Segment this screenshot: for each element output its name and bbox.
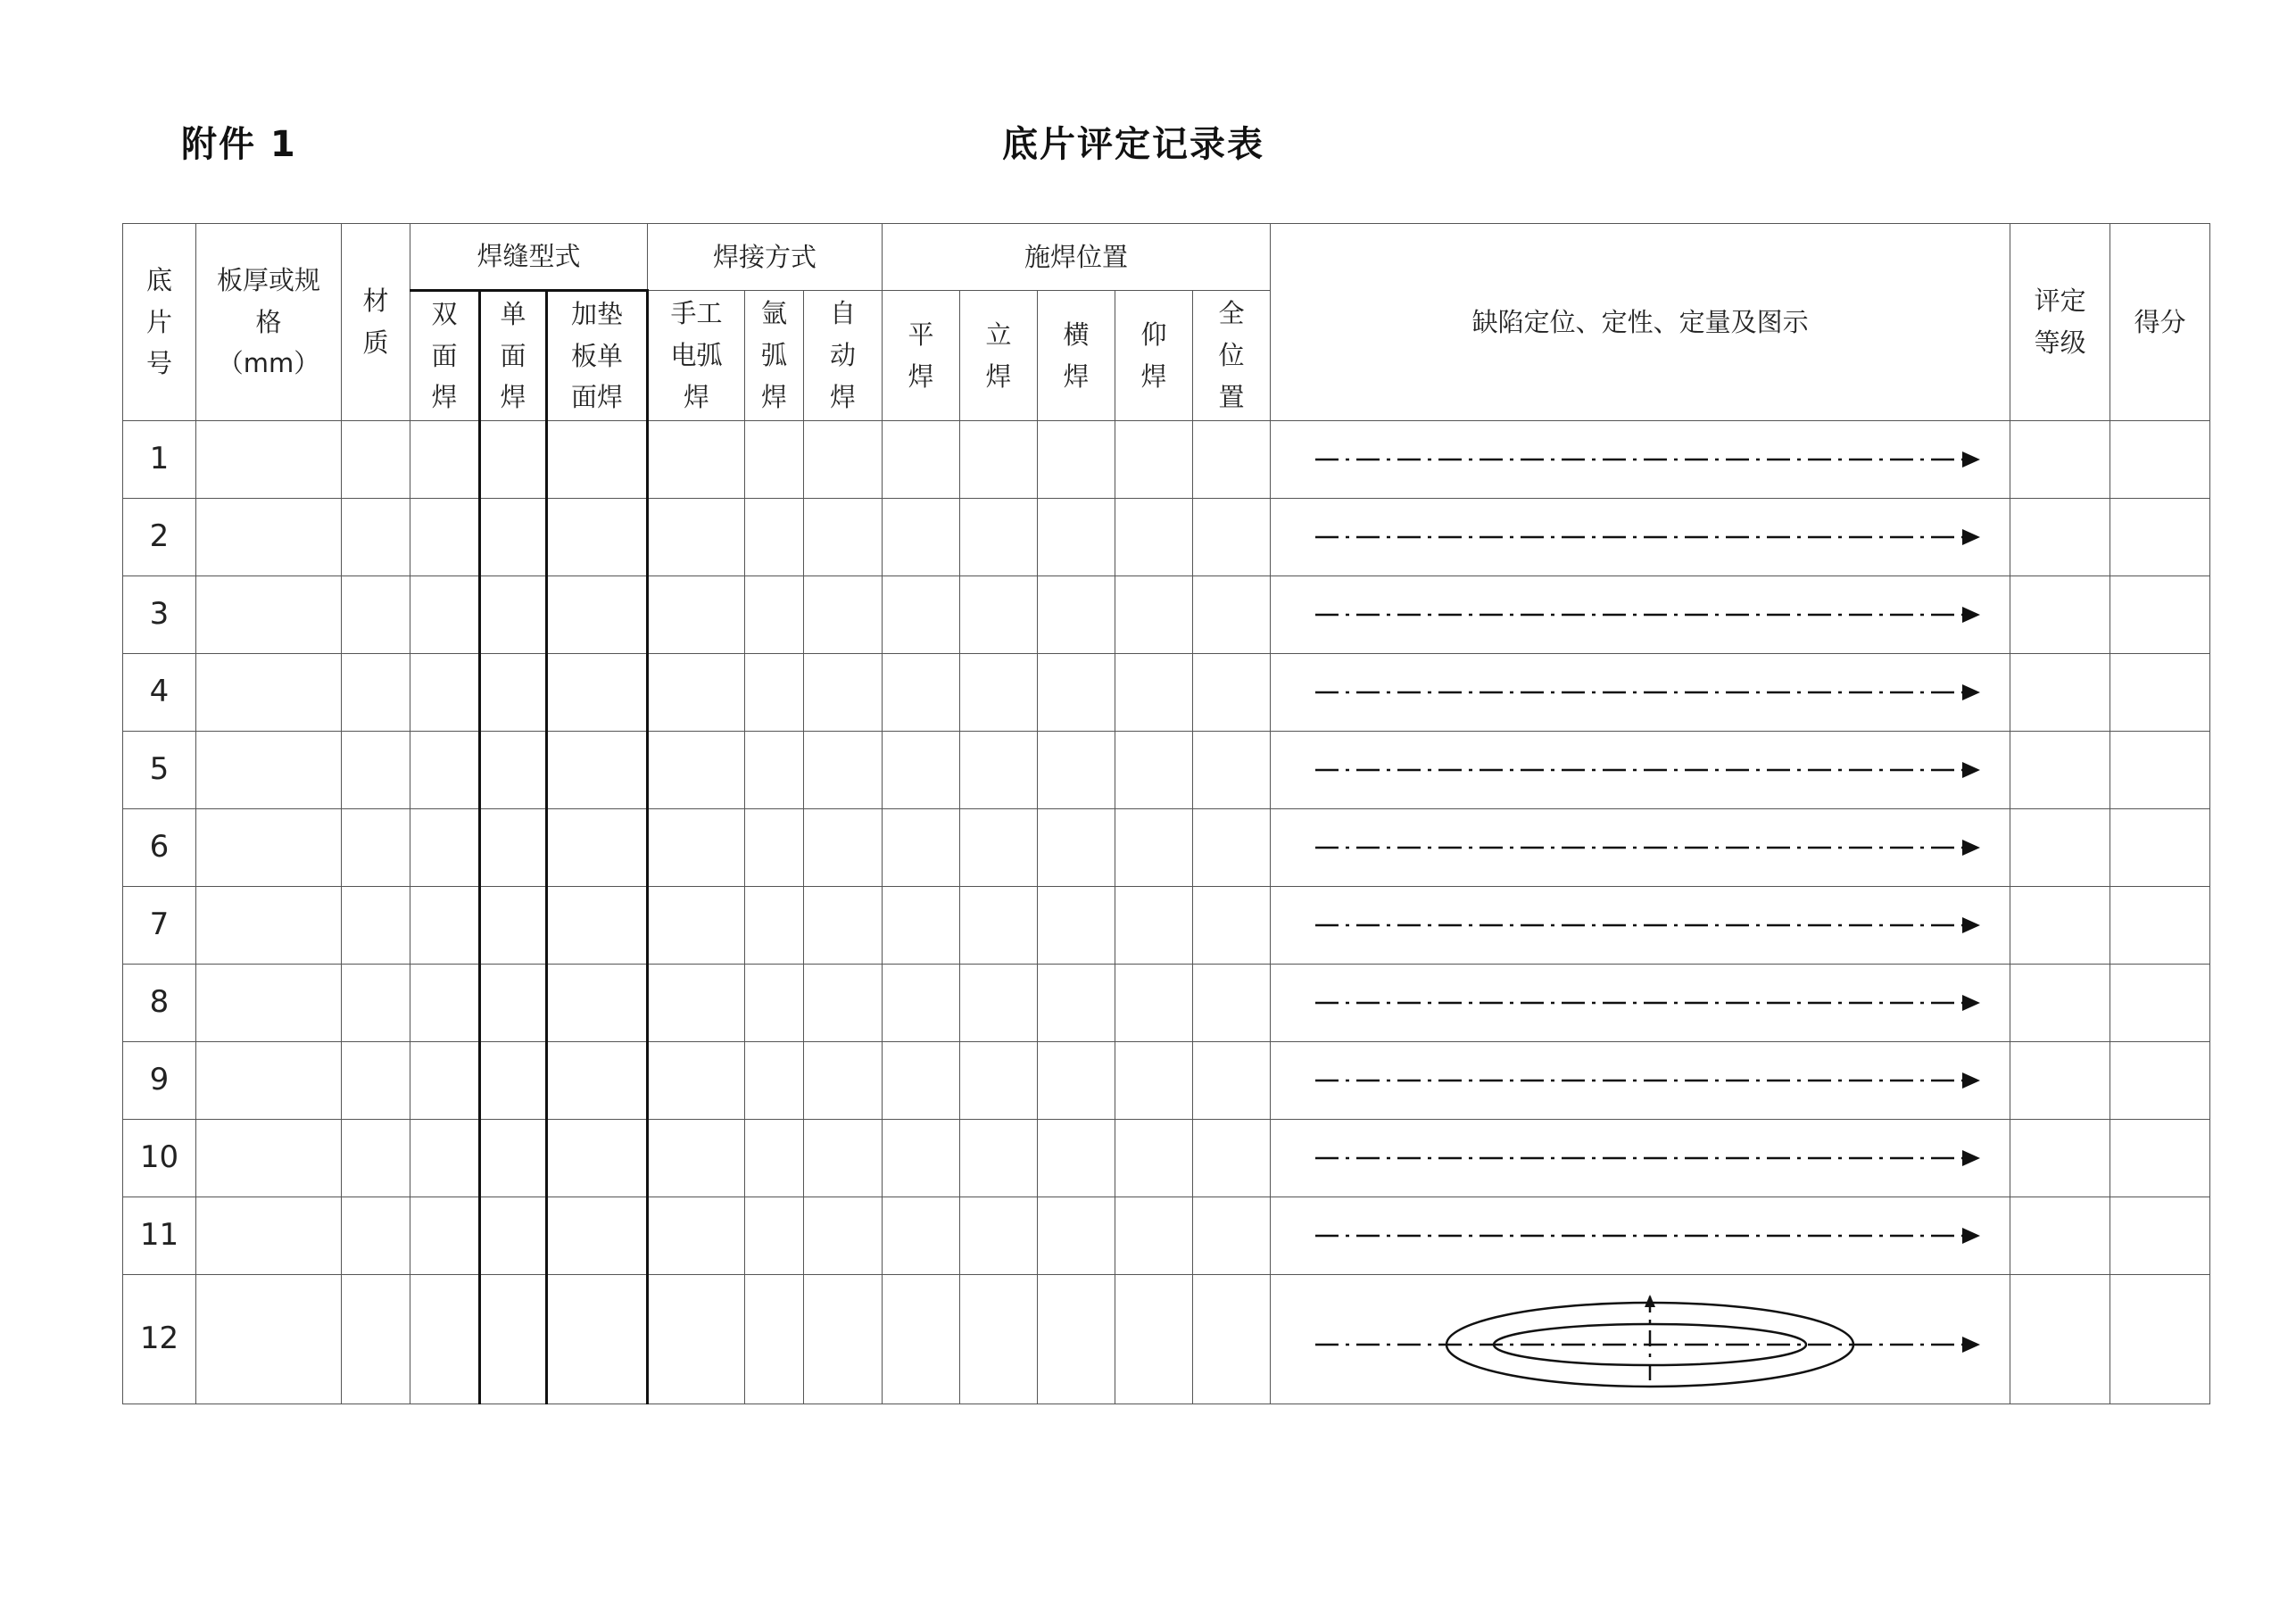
cell-double-weld[interactable] [410,887,480,965]
cell-film-no: 2 [123,499,196,576]
col-horizontal: 横焊 [1038,291,1115,421]
cell-argon-arc[interactable] [745,809,804,887]
cell-horizontal[interactable] [1038,499,1115,576]
cell-horizontal[interactable] [1038,1120,1115,1197]
weld-axis-arrow-icon [1271,888,2010,963]
cell-manual-arc[interactable] [648,576,745,654]
col-overhead: 仰焊 [1115,291,1193,421]
cell-double-weld[interactable] [410,809,480,887]
cell-auto-weld[interactable] [804,887,883,965]
weld-axis-arrow-icon [1271,422,2010,497]
cell-score[interactable] [2110,1120,2210,1197]
cell-horizontal[interactable] [1038,732,1115,809]
cell-all-position[interactable] [1193,654,1271,732]
cell-overhead[interactable] [1115,1275,1193,1404]
cell-auto-weld[interactable] [804,1197,883,1275]
cell-vertical[interactable] [960,732,1038,809]
cell-flat[interactable] [883,1275,960,1404]
table-row [123,1275,2210,1404]
col-group-position: 施焊位置 [883,224,1271,291]
cell-manual-arc[interactable] [648,1042,745,1120]
cell-horizontal[interactable] [1038,1042,1115,1120]
cell-double-weld[interactable] [410,1042,480,1120]
cell-thickness[interactable] [196,887,342,965]
cell-defect-diagram[interactable] [1271,1197,2010,1275]
cell-flat[interactable] [883,965,960,1042]
col-single-weld: 单面焊 [480,291,547,421]
cell-single-weld[interactable] [480,887,547,965]
cell-manual-arc[interactable] [648,887,745,965]
cell-thickness[interactable] [196,1197,342,1275]
cell-flat[interactable] [883,887,960,965]
cell-single-weld[interactable] [480,654,547,732]
cell-score[interactable] [2110,576,2210,654]
weld-axis-arrow-icon [1271,577,2010,652]
cell-backing-weld[interactable] [547,1197,648,1275]
cell-score[interactable] [2110,421,2210,499]
cell-film-no: 9 [123,1042,196,1120]
cell-overhead[interactable] [1115,809,1193,887]
table-row [123,887,2210,965]
cell-backing-weld[interactable] [547,965,648,1042]
cell-film-no: 6 [123,809,196,887]
cell-manual-arc[interactable] [648,421,745,499]
cell-backing-weld[interactable] [547,1120,648,1197]
cell-double-weld[interactable] [410,576,480,654]
cell-argon-arc[interactable] [745,732,804,809]
cell-score[interactable] [2110,1042,2210,1120]
col-double-weld: 双面焊 [410,291,480,421]
col-group-weld-method: 焊接方式 [648,224,883,291]
cell-grade[interactable] [2010,809,2110,887]
table-row [123,1120,2210,1197]
cell-argon-arc[interactable] [745,1197,804,1275]
cell-defect-diagram[interactable] [1271,887,2010,965]
table-row [123,1197,2210,1275]
cell-vertical[interactable] [960,1042,1038,1120]
page-title: 底片评定记录表 [1002,124,1264,165]
cell-double-weld[interactable] [410,499,480,576]
cell-argon-arc[interactable] [745,1042,804,1120]
cell-horizontal[interactable] [1038,1275,1115,1404]
cell-manual-arc[interactable] [648,732,745,809]
cell-backing-weld[interactable] [547,732,648,809]
col-film-no: 底片号 [123,224,196,421]
cell-film-no: 8 [123,965,196,1042]
cell-argon-arc[interactable] [745,421,804,499]
col-backing-weld: 加垫板单面焊 [547,291,648,421]
cell-horizontal[interactable] [1038,887,1115,965]
cell-single-weld[interactable] [480,1042,547,1120]
cell-auto-weld[interactable] [804,654,883,732]
cell-film-no: 12 [123,1275,196,1404]
cell-grade[interactable] [2010,1120,2110,1197]
table-row [123,654,2210,732]
cell-grade[interactable] [2010,732,2110,809]
cell-manual-arc[interactable] [648,1197,745,1275]
table-row [123,1042,2210,1120]
cell-vertical[interactable] [960,421,1038,499]
cell-single-weld[interactable] [480,499,547,576]
cell-film-no: 11 [123,1197,196,1275]
cell-overhead[interactable] [1115,499,1193,576]
cell-overhead[interactable] [1115,732,1193,809]
cell-manual-arc[interactable] [648,499,745,576]
cell-auto-weld[interactable] [804,499,883,576]
cell-backing-weld[interactable] [547,421,648,499]
col-grade: 评定等级 [2010,224,2110,421]
cell-thickness[interactable] [196,1120,342,1197]
cell-defect-diagram[interactable] [1271,1275,2010,1404]
cell-all-position[interactable] [1193,1275,1271,1404]
cell-score[interactable] [2110,887,2210,965]
cell-flat[interactable] [883,1042,960,1120]
col-score: 得分 [2110,224,2210,421]
cell-single-weld[interactable] [480,1275,547,1404]
cell-thickness[interactable] [196,809,342,887]
cell-vertical[interactable] [960,576,1038,654]
cell-single-weld[interactable] [480,965,547,1042]
cell-flat[interactable] [883,809,960,887]
cell-material[interactable] [342,499,410,576]
cell-auto-weld[interactable] [804,1120,883,1197]
cell-flat[interactable] [883,499,960,576]
cell-single-weld[interactable] [480,1120,547,1197]
cell-auto-weld[interactable] [804,1042,883,1120]
cell-auto-weld[interactable] [804,965,883,1042]
cell-thickness[interactable] [196,576,342,654]
cell-flat[interactable] [883,421,960,499]
cell-manual-arc[interactable] [648,809,745,887]
cell-flat[interactable] [883,1197,960,1275]
cell-double-weld[interactable] [410,421,480,499]
cell-defect-diagram[interactable] [1271,965,2010,1042]
cell-material[interactable] [342,1042,410,1120]
cell-all-position[interactable] [1193,576,1271,654]
weld-axis-arrow-icon [1271,655,2010,730]
cell-score[interactable] [2110,732,2210,809]
cell-manual-arc[interactable] [648,965,745,1042]
weld-axis-arrow-icon [1271,810,2010,885]
cell-backing-weld[interactable] [547,809,648,887]
cell-grade[interactable] [2010,499,2110,576]
cell-defect-diagram[interactable] [1271,809,2010,887]
cell-vertical[interactable] [960,1120,1038,1197]
cell-all-position[interactable] [1193,887,1271,965]
film-evaluation-table [122,223,2210,1404]
weld-axis-arrow-icon [1271,965,2010,1040]
cell-defect-diagram[interactable] [1271,421,2010,499]
cell-vertical[interactable] [960,654,1038,732]
cell-defect-diagram[interactable] [1271,654,2010,732]
cell-score[interactable] [2110,654,2210,732]
cell-film-no: 10 [123,1120,196,1197]
col-thickness: 板厚或规格（mm） [196,224,342,421]
cell-auto-weld[interactable] [804,809,883,887]
cell-horizontal[interactable] [1038,421,1115,499]
cell-score[interactable] [2110,1197,2210,1275]
cell-double-weld[interactable] [410,1275,480,1404]
cell-material[interactable] [342,576,410,654]
cell-flat[interactable] [883,654,960,732]
cell-score[interactable] [2110,809,2210,887]
weld-axis-arrow-icon [1271,1043,2010,1118]
cell-grade[interactable] [2010,576,2110,654]
weld-axis-arrow-icon [1271,1121,2010,1196]
cell-flat[interactable] [883,1120,960,1197]
cell-defect-diagram[interactable] [1271,732,2010,809]
table-row [123,965,2210,1042]
cell-thickness[interactable] [196,965,342,1042]
annex-label: 附件 1 [181,124,297,165]
cell-horizontal[interactable] [1038,654,1115,732]
cell-single-weld[interactable] [480,421,547,499]
cell-argon-arc[interactable] [745,499,804,576]
cell-material[interactable] [342,654,410,732]
cell-double-weld[interactable] [410,1120,480,1197]
cell-vertical[interactable] [960,965,1038,1042]
cell-overhead[interactable] [1115,1120,1193,1197]
col-flat: 平焊 [883,291,960,421]
table-row [123,576,2210,654]
cell-grade[interactable] [2010,1275,2110,1404]
table-row [123,421,2210,499]
cell-vertical[interactable] [960,809,1038,887]
cell-argon-arc[interactable] [745,576,804,654]
cell-vertical[interactable] [960,1197,1038,1275]
table-row [123,499,2210,576]
weld-axis-arrow-icon [1271,500,2010,575]
cell-all-position[interactable] [1193,965,1271,1042]
cell-overhead[interactable] [1115,1042,1193,1120]
cell-overhead[interactable] [1115,1197,1193,1275]
cell-backing-weld[interactable] [547,1275,648,1404]
cell-auto-weld[interactable] [804,732,883,809]
cell-defect-diagram[interactable] [1271,499,2010,576]
cell-film-no: 3 [123,576,196,654]
col-manual-arc: 手工电弧焊 [648,291,745,421]
cell-all-position[interactable] [1193,732,1271,809]
cell-argon-arc[interactable] [745,1275,804,1404]
cell-score[interactable] [2110,1275,2210,1404]
cell-double-weld[interactable] [410,1197,480,1275]
weld-axis-arrow-icon [1271,1198,2010,1273]
cell-film-no: 7 [123,887,196,965]
col-material: 材质 [342,224,410,421]
cell-single-weld[interactable] [480,576,547,654]
cell-vertical[interactable] [960,1275,1038,1404]
cell-auto-weld[interactable] [804,1275,883,1404]
cell-thickness[interactable] [196,654,342,732]
cell-backing-weld[interactable] [547,499,648,576]
cell-overhead[interactable] [1115,887,1193,965]
col-all-position: 全位置 [1193,291,1271,421]
col-group-weld-type: 焊缝型式 [410,224,648,291]
cell-material[interactable] [342,1275,410,1404]
cell-double-weld[interactable] [410,732,480,809]
cell-overhead[interactable] [1115,421,1193,499]
cell-film-no: 1 [123,421,196,499]
cell-grade[interactable] [2010,421,2110,499]
cell-film-no: 5 [123,732,196,809]
cell-argon-arc[interactable] [745,654,804,732]
weld-ellipse-diagram-icon [1271,1277,2010,1402]
cell-thickness[interactable] [196,421,342,499]
cell-backing-weld[interactable] [547,887,648,965]
cell-horizontal[interactable] [1038,1197,1115,1275]
cell-thickness[interactable] [196,1042,342,1120]
cell-all-position[interactable] [1193,1042,1271,1120]
cell-material[interactable] [342,732,410,809]
table-row [123,809,2210,887]
cell-argon-arc[interactable] [745,1120,804,1197]
cell-backing-weld[interactable] [547,576,648,654]
cell-all-position[interactable] [1193,421,1271,499]
cell-material[interactable] [342,1197,410,1275]
cell-grade[interactable] [2010,1197,2110,1275]
cell-material[interactable] [342,965,410,1042]
cell-flat[interactable] [883,732,960,809]
cell-auto-weld[interactable] [804,421,883,499]
cell-grade[interactable] [2010,965,2110,1042]
cell-horizontal[interactable] [1038,809,1115,887]
cell-all-position[interactable] [1193,1120,1271,1197]
cell-grade[interactable] [2010,887,2110,965]
cell-argon-arc[interactable] [745,887,804,965]
col-defect: 缺陷定位、定性、定量及图示 [1271,224,2010,421]
col-argon-arc: 氩弧焊 [745,291,804,421]
cell-all-position[interactable] [1193,1197,1271,1275]
cell-horizontal[interactable] [1038,965,1115,1042]
cell-overhead[interactable] [1115,965,1193,1042]
cell-material[interactable] [342,809,410,887]
cell-film-no: 4 [123,654,196,732]
cell-defect-diagram[interactable] [1271,1120,2010,1197]
cell-backing-weld[interactable] [547,1042,648,1120]
cell-thickness[interactable] [196,732,342,809]
cell-score[interactable] [2110,499,2210,576]
cell-overhead[interactable] [1115,654,1193,732]
cell-thickness[interactable] [196,499,342,576]
cell-defect-diagram[interactable] [1271,576,2010,654]
cell-all-position[interactable] [1193,809,1271,887]
cell-horizontal[interactable] [1038,576,1115,654]
cell-backing-weld[interactable] [547,654,648,732]
cell-manual-arc[interactable] [648,1275,745,1404]
cell-manual-arc[interactable] [648,1120,745,1197]
cell-overhead[interactable] [1115,576,1193,654]
cell-material[interactable] [342,887,410,965]
table-row [123,732,2210,809]
cell-single-weld[interactable] [480,1197,547,1275]
cell-double-weld[interactable] [410,654,480,732]
cell-manual-arc[interactable] [648,654,745,732]
cell-flat[interactable] [883,576,960,654]
cell-auto-weld[interactable] [804,576,883,654]
cell-thickness[interactable] [196,1275,342,1404]
cell-defect-diagram[interactable] [1271,1042,2010,1120]
cell-double-weld[interactable] [410,965,480,1042]
cell-single-weld[interactable] [480,809,547,887]
cell-all-position[interactable] [1193,499,1271,576]
cell-grade[interactable] [2010,1042,2110,1120]
cell-grade[interactable] [2010,654,2110,732]
cell-vertical[interactable] [960,499,1038,576]
cell-material[interactable] [342,1120,410,1197]
col-auto-weld: 自动焊 [804,291,883,421]
col-vertical: 立焊 [960,291,1038,421]
weld-axis-arrow-icon [1271,733,2010,807]
cell-score[interactable] [2110,965,2210,1042]
cell-vertical[interactable] [960,887,1038,965]
cell-argon-arc[interactable] [745,965,804,1042]
cell-single-weld[interactable] [480,732,547,809]
cell-material[interactable] [342,421,410,499]
